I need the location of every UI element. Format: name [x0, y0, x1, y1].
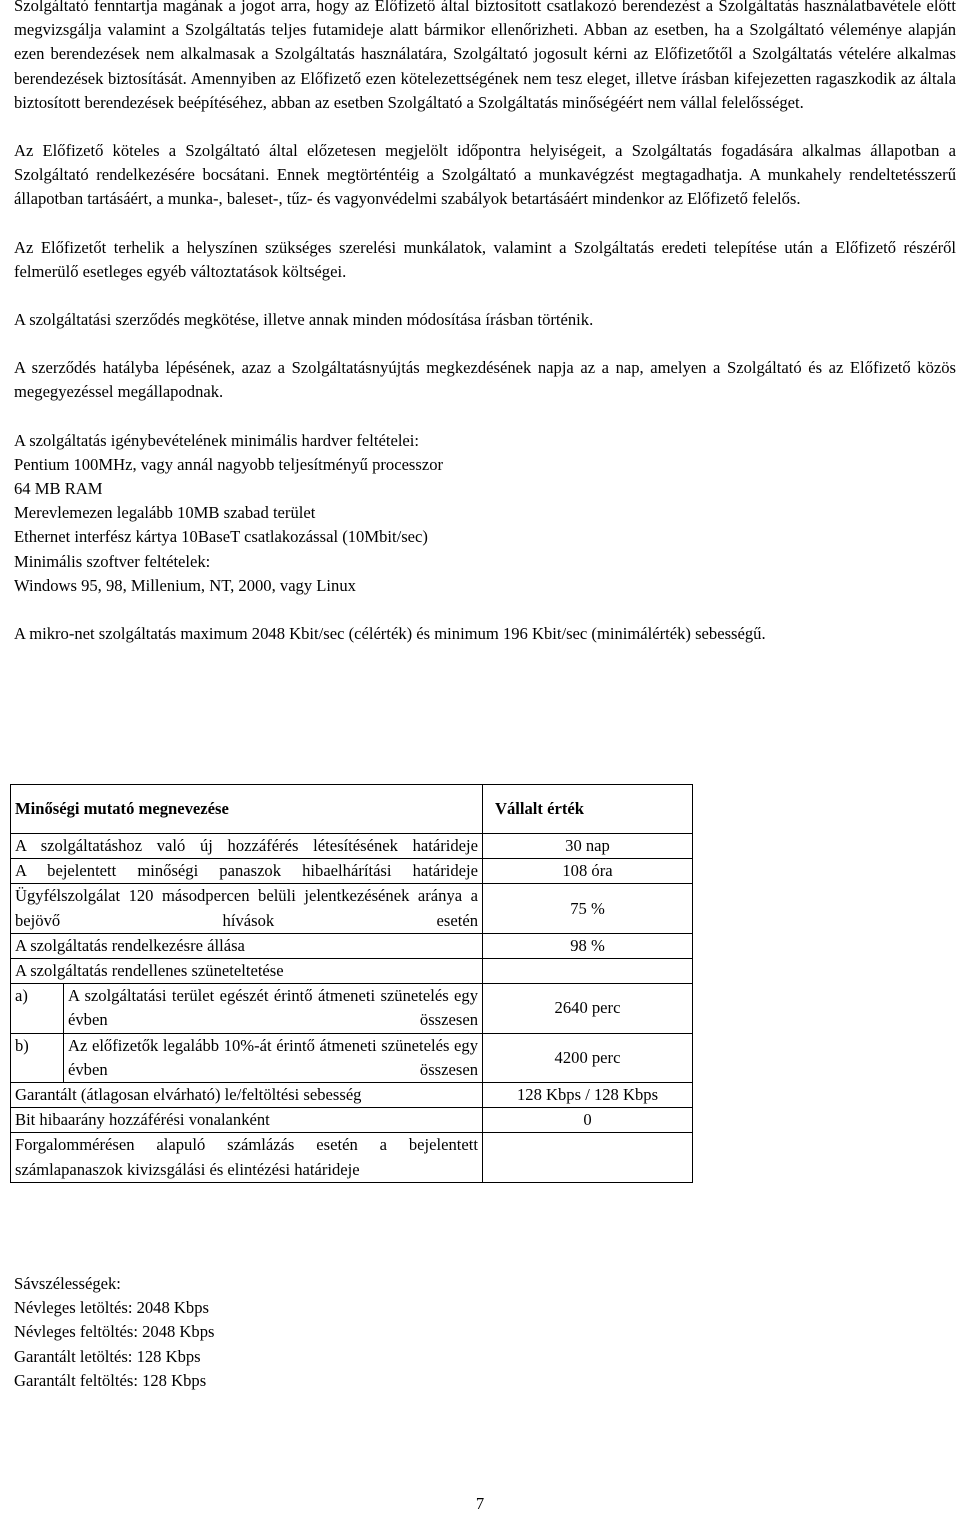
indicator-guaranteed-speed: Garantált (átlagosan elvárható) le/feltöltési sebesség: [11, 1083, 483, 1108]
bandwidth-block: [14, 1272, 214, 1393]
table-row: [11, 933, 693, 958]
table-row: [11, 834, 693, 859]
indicator-new-access: A szolgáltatáshoz való új hozzáférés létesítésének határideje: [11, 834, 483, 859]
paragraph-premises-obligation: Az Előfizető köteles a Szolgáltató által előzetesen megjelölt időpontra helyiségeit, a Szolgáltatás fogadására alkalmas állapotban a Szolgáltató rendelkezésére bocsátani. Ennek megtörténtéig a Szolgáltató a munkavégzést megtagadhatja. A munkahely rendeltetésszerű állapotban tartásáért, a munka-, baleset-, tűz- és vagyonvédelmi szabályok betartásáért mindenkor az Előfizető felelős.: [14, 141, 956, 209]
bandwidth-guaranteed-upload: Garantált feltöltés: 128 Kbps: [14, 1370, 207, 1390]
table-row: [11, 1033, 693, 1082]
table-row: [11, 1108, 693, 1133]
bandwidth-nominal-upload: Névleges feltöltés: 2048 Kbps: [14, 1322, 215, 1342]
item-text-b: Az előfizetők legalább 10%-át érintő átmeneti szünetelés egy évben összesen: [68, 1035, 478, 1079]
table-row: [11, 884, 693, 933]
value-fault-repair: 108 óra: [483, 859, 693, 884]
table-row: [11, 859, 693, 884]
page-number: 7: [475, 1494, 485, 1513]
hw-requirement-cpu: Pentium 100MHz, vagy annál nagyobb teljesítményű processzor: [14, 454, 444, 474]
indicator-bit-error-rate: Bit hibaarány hozzáférési vonalanként: [11, 1108, 483, 1133]
paragraph-contract-effective-date: A szerződés hatályba lépésének, azaz a Szolgáltatásnyújtás megkezdésének napja az a nap, amelyen a Szolgáltató és az Előfizető közös megegyezéssel megállapodnak.: [14, 358, 956, 402]
value-call-answer-rate: 75 %: [483, 884, 693, 933]
indicator-availability: A szolgáltatás rendelkezésre állása: [11, 933, 483, 958]
item-label-a: a): [11, 984, 64, 1032]
software-requirements-heading: Minimális szoftver feltételek:: [14, 551, 211, 571]
paragraph-equipment-inspection: Szolgáltató fenntartja magának a jogot arra, hogy az Előfizető által biztosított csatlakozó berendezést a Szolgáltatás használatbavétele előtt megvizsgálja valamint a Szolgáltatás teljes futamideje alatt bármikor ellenőrizheti. Abban az esetben, ha a Szolgáltató véleménye alapján ezen berendezések nem alkalmasak a Szolgáltatás használatára, Szolgáltató jogosult kérni az Előfizetőtől a Szolgáltatás vételére alkalmas berendezések biztosítását. Amennyiben az Előfizető ezen kötelezettségének nem tesz eleget, illetve írásban kifejezetten ragaszkodik az általa biztosított berendezések beépítéséhez, abban az esetben Szolgáltató a Szolgáltatás minőségéért nem vállal felelősséget.: [14, 0, 956, 112]
value-bit-error-rate: 0: [483, 1108, 693, 1133]
value-billing-complaints: [483, 1133, 693, 1182]
value-abnormal-suspension: [483, 959, 693, 984]
table-row: [11, 984, 693, 1033]
indicator-suspension-whole-area: [11, 984, 483, 1033]
indicator-suspension-10-percent: [11, 1033, 483, 1082]
indicator-fault-repair: A bejelentett minőségi panaszok hibaelhárítási határideje: [11, 859, 483, 884]
hardware-requirements-heading: A szolgáltatás igénybevételének minimális hardver feltételei:: [14, 430, 420, 450]
document-body: [14, 0, 956, 646]
bandwidth-nominal-download: Névleges letöltés: 2048 Kbps: [14, 1298, 209, 1318]
bandwidth-heading: Sávszélességek:: [14, 1274, 121, 1293]
paragraph-installation-costs: Az Előfizetőt terhelik a helyszínen szükséges szerelési munkálatok, valamint a Szolgáltatás eredeti telepítése után a Előfizető részéről felmerülő esetleges egyéb változtatások költségei.: [14, 237, 956, 281]
value-availability: 98 %: [483, 933, 693, 958]
table-header-row: [11, 785, 693, 834]
bandwidth-guaranteed-download: Garantált letöltés: 128 Kbps: [14, 1346, 201, 1366]
item-label-b: b): [11, 1034, 64, 1082]
hw-requirement-ram: 64 MB RAM: [14, 479, 103, 499]
value-suspension-whole-area: 2640 perc: [483, 984, 693, 1033]
table-row: [11, 959, 693, 984]
speed-note: A mikro-net szolgáltatás maximum 2048 Kbit/sec (célérték) és minimum 196 Kbit/sec (minimálérték) sebességű.: [14, 624, 766, 644]
value-guaranteed-speed: 128 Kbps / 128 Kbps: [483, 1083, 693, 1108]
hw-requirement-disk: Merevlemezen legalább 10MB szabad terület: [14, 503, 316, 523]
requirements-block: [14, 429, 956, 598]
paragraph-contract-in-writing: A szolgáltatási szerződés megkötése, illetve annak minden módosítása írásban történik.: [14, 310, 594, 330]
quality-indicators-table: [10, 784, 693, 1183]
hw-requirement-network: Ethernet interfész kártya 10BaseT csatlakozással (10Mbit/sec): [14, 527, 428, 547]
table-row: [11, 1133, 693, 1182]
header-indicator-name: Minőségi mutató megnevezése: [11, 785, 483, 834]
value-new-access: 30 nap: [483, 834, 693, 859]
table-row: [11, 1083, 693, 1108]
header-committed-value: Vállalt érték: [483, 785, 693, 834]
indicator-billing-complaints: Forgalommérésen alapuló számlázás esetén a bejelentett számlapanaszok kivizsgálási és elintézési határideje: [11, 1133, 483, 1182]
item-text-a: A szolgáltatási terület egészét érintő átmeneti szünetelés egy évben összesen: [68, 986, 478, 1030]
value-suspension-10-percent: 4200 perc: [483, 1033, 693, 1082]
software-requirement-os: Windows 95, 98, Millenium, NT, 2000, vagy Linux: [14, 575, 356, 595]
indicator-abnormal-suspension: A szolgáltatás rendellenes szüneteltetése: [11, 959, 483, 984]
indicator-call-answer-rate: Ügyfélszolgálat 120 másodpercen belüli jelentkezésének aránya a bejövő hívások esetén: [11, 884, 483, 933]
